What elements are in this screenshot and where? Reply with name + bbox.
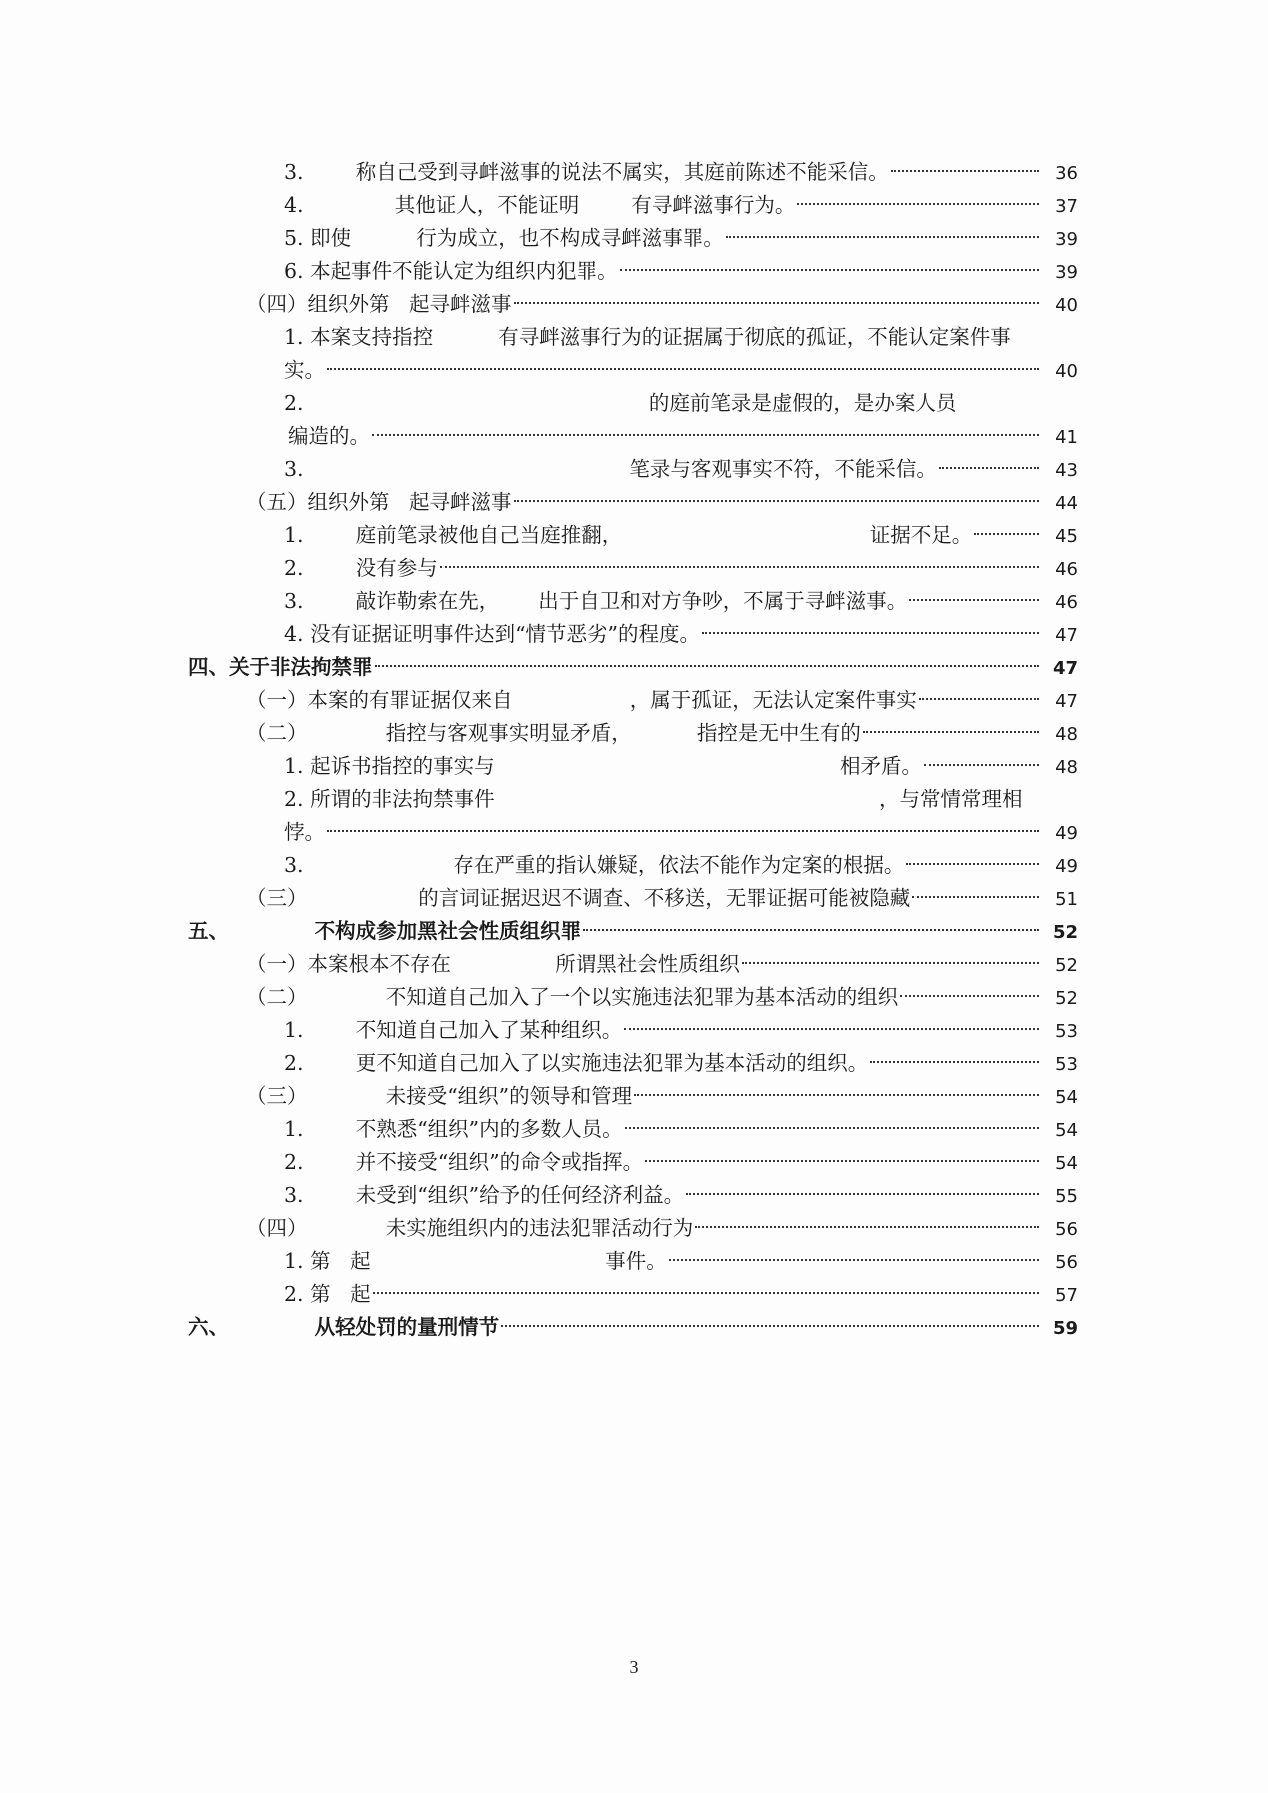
toc-entry-line — [188, 915, 1078, 948]
dot-leader — [645, 1160, 1039, 1162]
toc-entry — [188, 981, 1078, 1014]
dot-leader — [373, 1292, 1039, 1294]
dot-leader — [686, 1193, 1039, 1195]
toc-entry-line — [246, 684, 1078, 717]
toc-entry-page: 54 — [1055, 1087, 1078, 1108]
toc-entry — [188, 387, 1078, 420]
toc-entry-title: 2. 所谓的非法拘禁事件 ，与常情常理相 — [284, 787, 1023, 811]
dot-leader — [891, 170, 1039, 172]
toc-entry-title: 5. 即使 行为成立，也不构成寻衅滋事罪。 — [284, 226, 724, 250]
toc-entry-line — [284, 783, 1078, 816]
toc-entry-line — [284, 816, 1078, 849]
toc-entry-title: （一）本案的有罪证据仅来自 ，属于孤证，无法认定案件事实 — [246, 688, 917, 712]
dot-leader — [634, 1094, 1039, 1096]
toc-entry — [188, 816, 1078, 849]
dot-leader — [906, 863, 1039, 865]
toc-entry-page: 54 — [1055, 1153, 1078, 1174]
dot-leader — [702, 632, 1039, 634]
dot-leader — [327, 368, 1039, 370]
toc-entry-title: 6. 本起事件不能认定为组织内犯罪。 — [284, 259, 618, 283]
dot-leader — [863, 731, 1039, 733]
toc-entry — [188, 1014, 1078, 1047]
toc-entry-page: 48 — [1055, 757, 1078, 778]
toc-entry-page: 46 — [1055, 559, 1078, 580]
toc-entry-line — [284, 222, 1078, 255]
toc-entry-page: 41 — [1055, 427, 1078, 448]
toc-entry — [188, 585, 1078, 618]
toc-entry-line — [284, 387, 1078, 420]
toc-entry-page: 56 — [1055, 1219, 1078, 1240]
toc-entry-line — [188, 651, 1078, 684]
toc-entry-title: 五、 不构成参加黑社会性质组织罪 — [188, 919, 582, 943]
dot-leader — [797, 203, 1039, 205]
toc-entry-page: 44 — [1055, 493, 1078, 514]
dot-leader — [625, 1127, 1039, 1129]
toc-entry — [188, 189, 1078, 222]
toc-entry-line — [284, 618, 1078, 651]
toc-entry-title: 1. 庭前笔录被他自己当庭推翻， 证据不足。 — [284, 523, 973, 547]
toc-entry — [188, 783, 1078, 816]
dot-leader — [912, 896, 1039, 898]
toc-entry-line — [284, 519, 1078, 552]
dot-leader — [375, 665, 1040, 667]
toc-entry-page: 52 — [1055, 988, 1078, 1009]
dot-leader — [327, 830, 1039, 832]
toc-entry-page: 54 — [1055, 1120, 1078, 1141]
page-number: 3 — [629, 1657, 639, 1677]
toc-entry — [188, 156, 1078, 189]
toc-entry-line — [188, 1311, 1078, 1344]
toc-entry-page: 52 — [1055, 955, 1078, 976]
toc-entry-line — [284, 1245, 1078, 1278]
toc-entry — [188, 453, 1078, 486]
toc-entry-title: （二） 指控与客观事实明显矛盾， 指控是无中生有的 — [246, 721, 861, 745]
toc-entry — [188, 717, 1078, 750]
toc-entry-line — [284, 849, 1078, 882]
toc-entry — [188, 486, 1078, 519]
toc-entry — [188, 651, 1078, 684]
toc-entry-line — [284, 1113, 1078, 1146]
toc-entry — [188, 1278, 1078, 1311]
dot-leader — [514, 302, 1039, 304]
toc-entry-title: 1. 第 起 事件。 — [284, 1249, 667, 1273]
toc-entry — [188, 1245, 1078, 1278]
toc-entry — [188, 1146, 1078, 1179]
toc-entry-title: （五）组织外第 起寻衅滋事 — [246, 490, 512, 514]
toc-entry-title: 1. 不熟悉“组织”内的多数人员。 — [284, 1117, 623, 1141]
toc-entry — [188, 1212, 1078, 1245]
toc-entry-line — [246, 948, 1078, 981]
toc-entry-page: 47 — [1055, 625, 1078, 646]
toc-entry-line — [284, 1146, 1078, 1179]
toc-entry-title: 3. 未受到“组织”给予的任何经济利益。 — [284, 1183, 685, 1207]
toc-entry — [188, 915, 1078, 948]
dot-leader — [870, 1061, 1039, 1063]
toc-entry-page: 52 — [1052, 922, 1078, 943]
toc-entry — [188, 618, 1078, 651]
dot-leader — [440, 566, 1039, 568]
toc-entry-page: 40 — [1055, 361, 1078, 382]
toc-entry-line — [246, 486, 1078, 519]
toc-entry-title: 编造的。 — [288, 424, 370, 448]
toc-entry — [188, 255, 1078, 288]
dot-leader — [583, 929, 1039, 931]
toc-entry-line — [284, 354, 1078, 387]
dot-leader — [939, 467, 1039, 469]
toc-entry-page: 48 — [1055, 724, 1078, 745]
toc-entry — [188, 288, 1078, 321]
toc-entry — [188, 948, 1078, 981]
toc-entry-title: 1. 起诉书指控的事实与 相矛盾。 — [284, 754, 922, 778]
toc-entry-title: 2. 并不接受“组织”的命令或指挥。 — [284, 1150, 644, 1174]
toc-entry-line — [246, 882, 1078, 915]
toc-entry-title: 3. 称自己受到寻衅滋事的说法不属实，其庭前陈述不能采信。 — [284, 160, 889, 184]
toc-entry-page: 47 — [1052, 658, 1078, 679]
toc-entry-line — [284, 1278, 1078, 1311]
toc-entry — [188, 1311, 1078, 1344]
toc-entry-page: 47 — [1055, 691, 1078, 712]
toc-entry-line — [284, 255, 1078, 288]
toc-entry-title: 2. 没有参与 — [284, 556, 438, 580]
dot-leader — [501, 1325, 1039, 1327]
toc-entry — [188, 519, 1078, 552]
toc-entry-line — [246, 1080, 1078, 1113]
dot-leader — [669, 1259, 1039, 1261]
toc-entry-line — [284, 552, 1078, 585]
toc-entry-title: （四）组织外第 起寻衅滋事 — [246, 292, 512, 316]
toc-entry-page: 57 — [1055, 1285, 1078, 1306]
toc-entry-page: 56 — [1055, 1252, 1078, 1273]
toc-entry-title: 3. 存在严重的指认嫌疑，依法不能作为定案的根据。 — [284, 853, 905, 877]
toc-entry — [188, 1047, 1078, 1080]
toc-entry-page: 39 — [1055, 262, 1078, 283]
toc-entry-line — [284, 1047, 1078, 1080]
dot-leader — [514, 500, 1039, 502]
dot-leader — [742, 962, 1039, 964]
toc-entry-title: 3. 笔录与客观事实不符，不能采信。 — [284, 457, 937, 481]
toc-entry-title: 4. 没有证据证明事件达到“情节恶劣”的程度。 — [284, 622, 701, 646]
dot-leader — [919, 698, 1039, 700]
toc-entry-page: 46 — [1055, 592, 1078, 613]
toc-entry-page: 49 — [1055, 823, 1078, 844]
dot-leader — [726, 236, 1039, 238]
toc-entry — [188, 684, 1078, 717]
toc-entry-title: 2. 更不知道自己加入了以实施违法犯罪为基本活动的组织。 — [284, 1051, 869, 1075]
dot-leader — [924, 764, 1039, 766]
toc-entry-line — [284, 1014, 1078, 1047]
dot-leader — [900, 995, 1039, 997]
dot-leader — [909, 599, 1039, 601]
toc-entry-page: 59 — [1052, 1318, 1078, 1339]
toc-entry — [188, 552, 1078, 585]
toc-entry-title: （四） 未实施组织内的违法犯罪活动行为 — [246, 1216, 694, 1240]
toc-entry — [188, 222, 1078, 255]
toc-entry-page: 55 — [1055, 1186, 1078, 1207]
toc-entry-title: 4. 其他证人，不能证明 有寻衅滋事行为。 — [284, 193, 796, 217]
dot-leader — [624, 1028, 1039, 1030]
dot-leader — [372, 434, 1039, 436]
toc-entry — [188, 750, 1078, 783]
toc-entry-title: 1. 不知道自己加入了某种组织。 — [284, 1018, 623, 1042]
toc-entry-page: 39 — [1055, 229, 1078, 250]
toc-entry-page: 43 — [1055, 460, 1078, 481]
toc-entry-title: 六、 从轻处罚的量刑情节 — [188, 1315, 500, 1339]
toc-entry-title: （一）本案根本不存在 所谓黑社会性质组织 — [246, 952, 740, 976]
toc-entry-line — [284, 585, 1078, 618]
toc-entry-title: 实。 — [284, 358, 325, 382]
toc-entry-line — [246, 981, 1078, 1014]
toc-entry-page: 53 — [1055, 1054, 1078, 1075]
toc-entry-page: 45 — [1055, 526, 1078, 547]
toc-entry-line — [284, 453, 1078, 486]
toc-entry-title: 3. 敲诈勒索在先， 出于自卫和对方争吵，不属于寻衅滋事。 — [284, 589, 908, 613]
toc-entry-line — [246, 717, 1078, 750]
toc-entry — [188, 1113, 1078, 1146]
toc-entry-title: 1. 本案支持指控 有寻衅滋事行为的证据属于彻底的孤证，不能认定案件事 — [284, 325, 1011, 349]
toc-entry-page: 40 — [1055, 295, 1078, 316]
toc-entry-line — [284, 1179, 1078, 1212]
toc-entry-title: （二） 不知道自己加入了一个以实施违法犯罪为基本活动的组织 — [246, 985, 899, 1009]
dot-leader — [620, 269, 1039, 271]
toc-entry — [188, 420, 1078, 453]
table-of-contents — [188, 156, 1078, 1344]
toc-entry-line — [284, 321, 1078, 354]
toc-entry-title: 四、关于非法拘禁罪 — [188, 655, 373, 679]
toc-entry-page: 49 — [1055, 856, 1078, 877]
toc-entry-line — [246, 1212, 1078, 1245]
toc-entry-line — [284, 156, 1078, 189]
dot-leader — [974, 533, 1039, 535]
toc-entry-title: 2. 的庭前笔录是虚假的，是办案人员 — [284, 391, 957, 415]
toc-entry-line — [288, 420, 1078, 453]
toc-entry — [188, 1080, 1078, 1113]
toc-entry-page: 51 — [1055, 889, 1078, 910]
toc-entry — [188, 354, 1078, 387]
toc-entry-line — [284, 750, 1078, 783]
toc-entry-title: （三） 的言词证据迟迟不调查、不移送，无罪证据可能被隐藏 — [246, 886, 911, 910]
toc-entry — [188, 321, 1078, 354]
toc-entry-line — [246, 288, 1078, 321]
toc-entry-page: 37 — [1055, 196, 1078, 217]
toc-entry-title: 2. 第 起 — [284, 1282, 371, 1306]
toc-entry-title: （三） 未接受“组织”的领导和管理 — [246, 1084, 633, 1108]
toc-entry — [188, 882, 1078, 915]
dot-leader — [695, 1226, 1039, 1228]
toc-entry — [188, 849, 1078, 882]
toc-entry-page: 53 — [1055, 1021, 1078, 1042]
toc-entry — [188, 1179, 1078, 1212]
toc-entry-page: 36 — [1055, 163, 1078, 184]
toc-entry-title: 悖。 — [284, 820, 325, 844]
toc-entry-line — [284, 189, 1078, 222]
